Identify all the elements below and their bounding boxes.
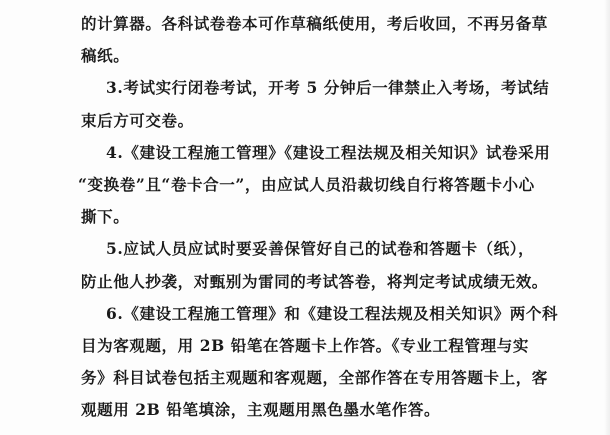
text-line-4: 束后方可交卷。: [81, 110, 194, 130]
text-line-3: 3.考试实行闭卷考试，开考 5 分钟后一律禁止入考场，考试结: [106, 78, 550, 98]
text-line-10: 6.《建设工程施工管理》和《建设工程法规及相关知识》两个科: [106, 303, 559, 323]
text-line-13: 观题用 2B 铅笔填涂，主观题用黑色墨水笔作答。: [81, 400, 441, 420]
text-line-6: “变换卷”且“卷卡合一”，由应试人员沿裁切线自行将答题卡小心: [78, 175, 535, 194]
text-line-1: 的计算器。各科试卷卷本可作草稿纸使用，考后收回，不再另备草: [81, 14, 548, 33]
text-line-12: 务》科目试卷包括主观题和客观题，全部作答在专用答题卡上，客: [81, 368, 548, 388]
text-line-8: 5.应试人员应试时要妥善保管好自己的试卷和答题卡（纸），: [106, 239, 535, 259]
page-edge-shadow: [604, 0, 610, 435]
text-line-5: 4.《建设工程施工管理》《建设工程法规及相关知识》试卷采用: [106, 142, 551, 162]
text-line-11: 目为客观题，用 2B 铅笔在答题卡上作答。《专业工程管理与实: [81, 336, 529, 355]
text-line-7: 撕下。: [81, 207, 130, 227]
text-line-2: 稿纸。: [81, 46, 130, 66]
text-line-9: 防止他人抄袭，对甄别为雷同的考试答卷，将判定考试成绩无效。: [81, 271, 548, 291]
